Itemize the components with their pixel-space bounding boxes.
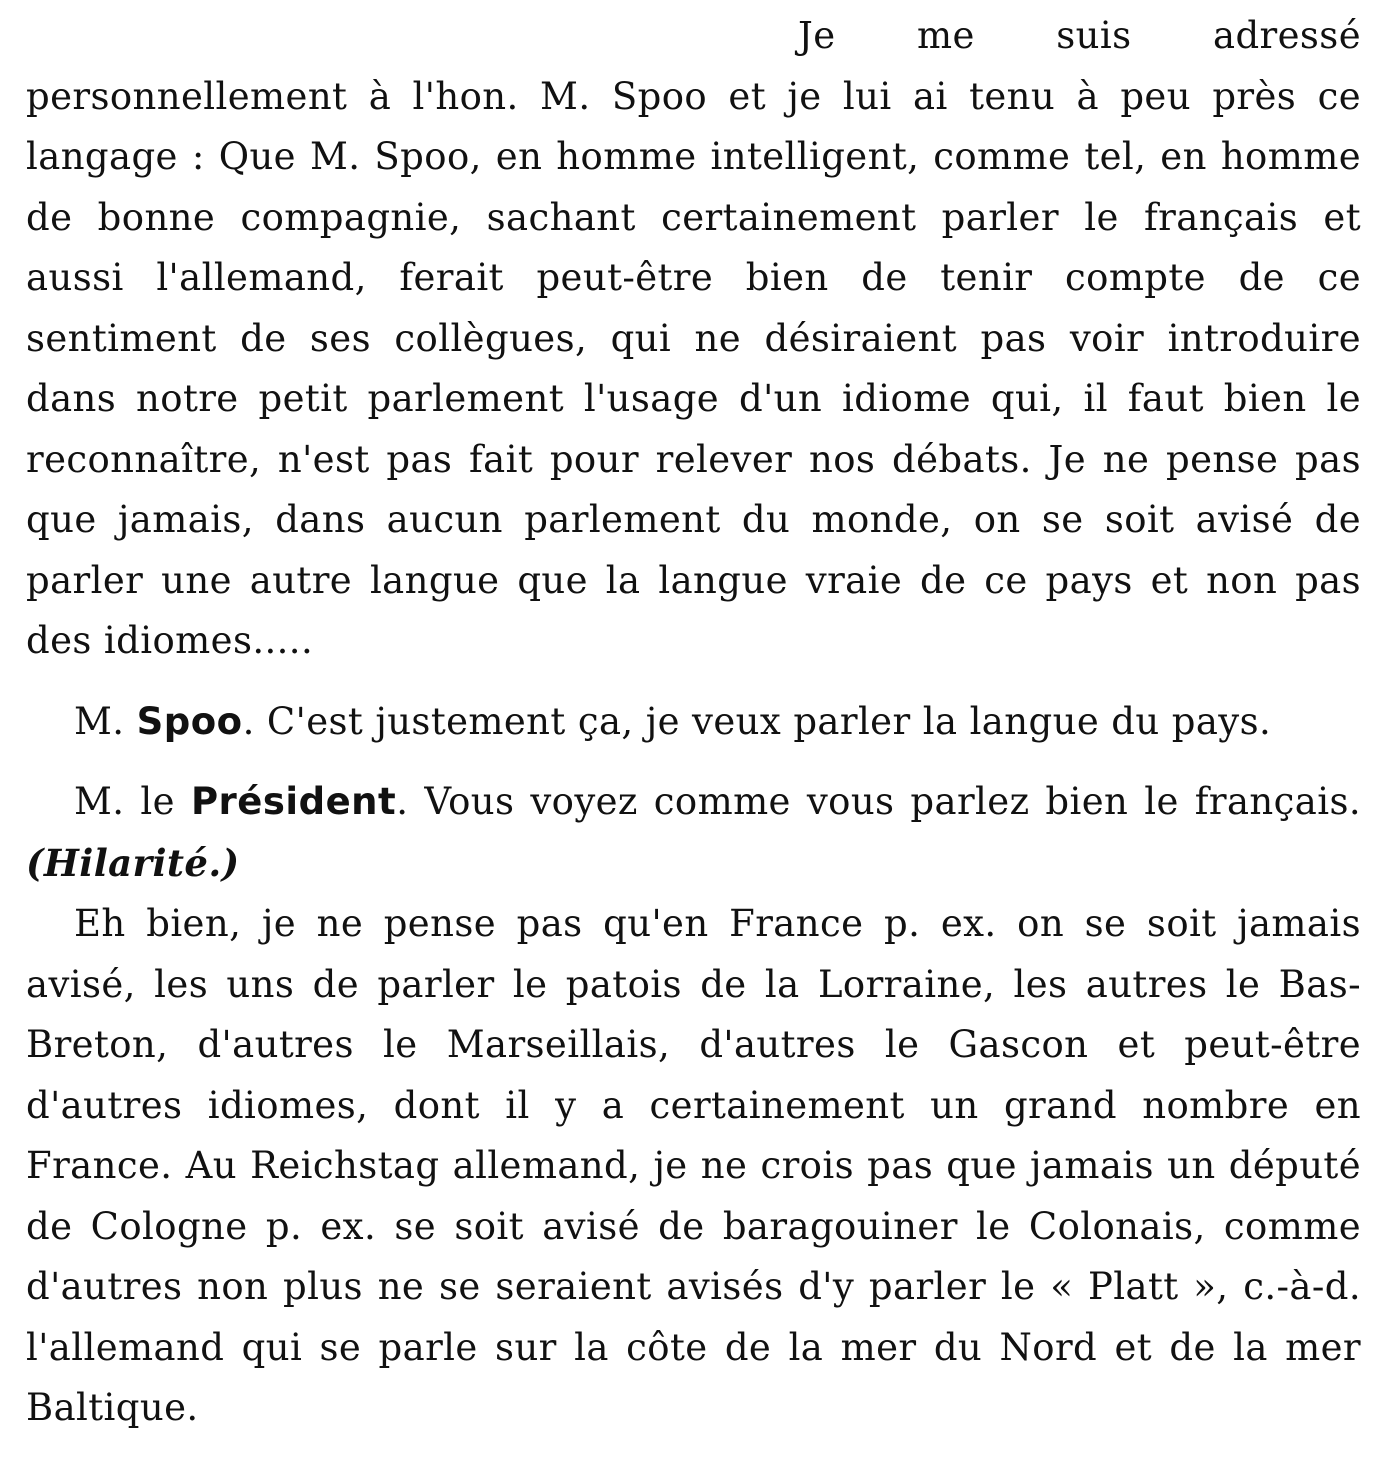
stage-direction: (Hilarité.) <box>26 840 240 885</box>
speaker-prefix: M. <box>74 699 125 743</box>
speaker-name: Président <box>190 780 397 823</box>
paragraph-text: . C'est justement ça, je veux parler la langue du pays. <box>242 699 1272 743</box>
speaker-prefix: M. le <box>74 780 175 823</box>
paragraph-text: . Vous voyez comme vous parlez bien le français. <box>396 780 1361 823</box>
paragraph-text: Je me suis adressé personnellement à l'hon. M. Spoo et je lui ai tenu à peu près ce langage : Que M. Spoo, en homme intelligent, comme tel, en homme de bonne compagnie, sachant certainement parler le français et aussi l'allemand, ferait peut-être bien de tenir compte de ce sentiment de ses collègues, qui ne désiraient pas voir introduire dans notre petit parlement l'usage d'un idiome qui, il faut bien le reconnaître, n'est pas fait pour relever nos débats. Je ne pense pas que jamais, dans aucun parlement du monde, on se soit avisé de parler une autre langue que la langue vraie de ce pays et non pas des idiomes..... <box>26 14 1361 662</box>
paragraph-interjection-spoo <box>26 692 1361 753</box>
paragraph-interjection-president <box>26 772 1361 894</box>
document-page <box>26 0 1361 1481</box>
paragraph-text: Eh bien, je ne pense pas qu'en France p. ex. on se soit jamais avisé, les uns de parler le patois de la Lorraine, les autres le Bas-Breton, d'autres le Marseillais, d'autres le Gascon et peut-être d'autres idiomes, dont il y a certainement un grand nombre en France. Au Reichstag allemand, je ne crois pas que jamais un député de Cologne p. ex. se soit avisé de baragouiner le Colonais, comme d'autres non plus ne se seraient avisés d'y parler le « Platt », c.-à-d. l'allemand qui se parle sur la côte de la mer du Nord et de la mer Baltique. <box>26 902 1361 1429</box>
paragraph-speech <box>26 0 1361 672</box>
paragraph-continuation <box>26 894 1361 1439</box>
speaker-name: Spoo <box>136 699 243 743</box>
